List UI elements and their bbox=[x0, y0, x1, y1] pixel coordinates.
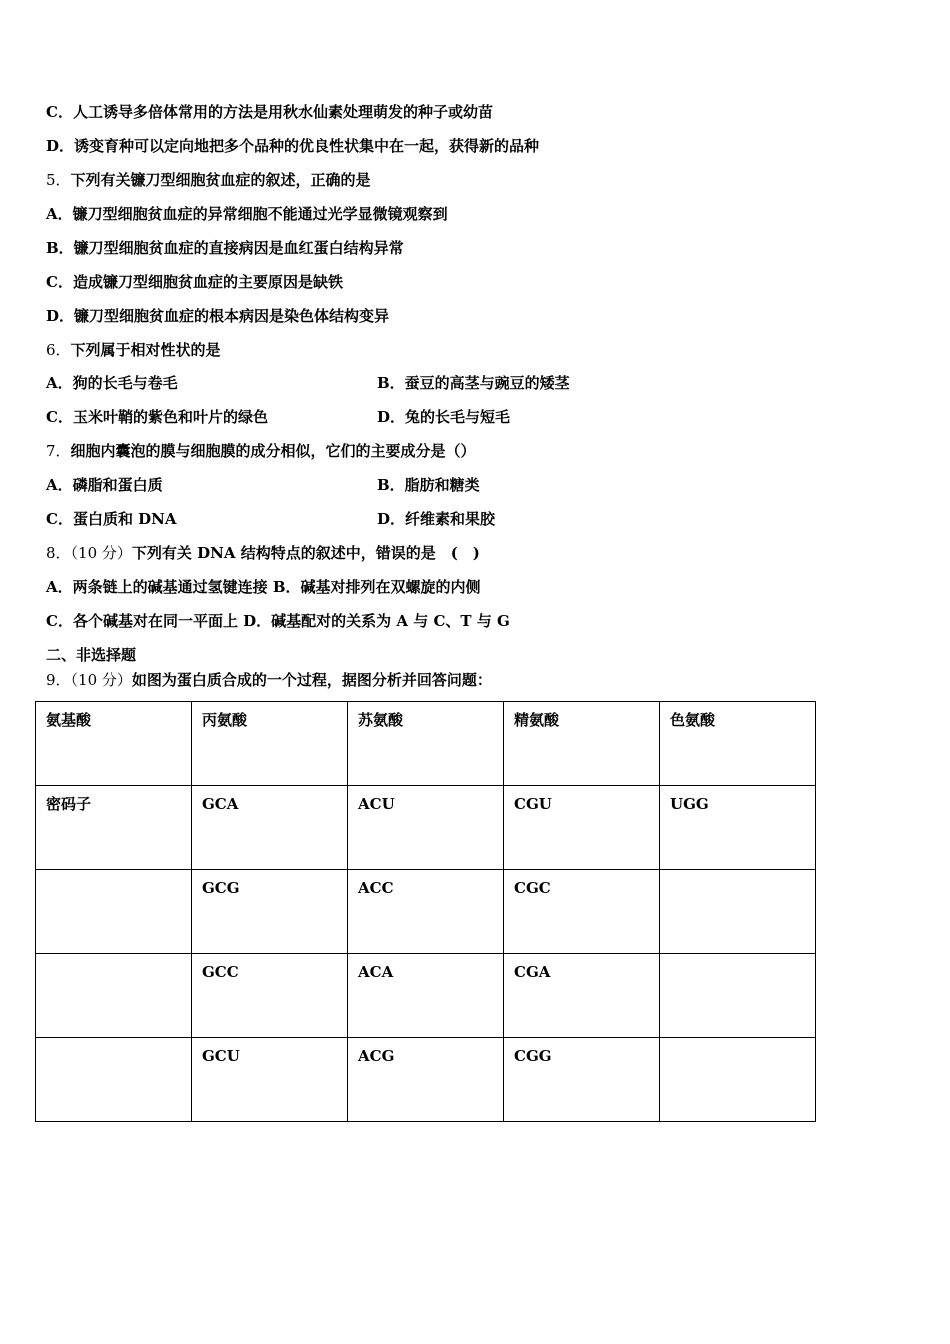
table-cell: GCC bbox=[192, 954, 348, 1038]
question-5-number: 5． bbox=[46, 171, 71, 189]
table-cell: CGG bbox=[504, 1038, 660, 1122]
question-6-text: 下列属于相对性状的是 bbox=[70, 341, 221, 359]
question-8-text: 下列有关 DNA 结构特点的叙述中，错误的是 ( ) bbox=[131, 544, 480, 562]
q7-option-a: A．磷脂和蛋白质 bbox=[46, 476, 163, 494]
question-9 bbox=[46, 670, 492, 690]
question-5-text: 下列有关镰刀型细胞贫血症的叙述，正确的是 bbox=[70, 171, 371, 189]
q5-option-d: D．镰刀型细胞贫血症的根本病因是染色体结构变异 bbox=[46, 307, 390, 325]
table-cell: 色氨酸 bbox=[660, 702, 816, 786]
table-row bbox=[36, 786, 816, 870]
table-cell bbox=[36, 870, 192, 954]
table-cell: CGC bbox=[504, 870, 660, 954]
table-cell: ACA bbox=[348, 954, 504, 1038]
q6-option-c: C．玉米叶鞘的紫色和叶片的绿色 bbox=[46, 408, 268, 426]
table-cell: 精氨酸 bbox=[504, 702, 660, 786]
q7-option-d: D．纤维素和果胶 bbox=[377, 510, 496, 528]
table-row bbox=[36, 702, 816, 786]
table-cell: ACG bbox=[348, 1038, 504, 1122]
question-8-number: 8．（10 分） bbox=[46, 544, 132, 562]
table-cell bbox=[660, 1038, 816, 1122]
table-cell: UGG bbox=[660, 786, 816, 870]
q5-option-c: C．造成镰刀型细胞贫血症的主要原因是缺铁 bbox=[46, 273, 343, 291]
section-heading: 二、非选择题 bbox=[46, 646, 137, 664]
table-cell: 氨基酸 bbox=[36, 702, 192, 786]
q8-options-cd: C．各个碱基对在同一平面上 D．碱基配对的关系为 A 与 C、T 与 G bbox=[46, 612, 510, 630]
question-9-number: 9．（10 分） bbox=[46, 671, 132, 689]
table-cell: GCA bbox=[192, 786, 348, 870]
q4-option-d: D．诱变育种可以定向地把多个品种的优良性状集中在一起，获得新的品种 bbox=[46, 137, 540, 155]
table-cell: GCU bbox=[192, 1038, 348, 1122]
question-6-number: 6． bbox=[46, 341, 71, 359]
q6-option-a: A．狗的长毛与卷毛 bbox=[46, 374, 178, 392]
question-8 bbox=[46, 543, 480, 563]
question-6 bbox=[46, 340, 221, 360]
table-cell: 丙氨酸 bbox=[192, 702, 348, 786]
table-cell bbox=[36, 954, 192, 1038]
table-cell: 密码子 bbox=[36, 786, 192, 870]
table-cell: ACU bbox=[348, 786, 504, 870]
table-cell: CGA bbox=[504, 954, 660, 1038]
question-7-number: 7． bbox=[46, 442, 71, 460]
table-cell: ACC bbox=[348, 870, 504, 954]
table-row bbox=[36, 870, 816, 954]
q4-option-c: C．人工诱导多倍体常用的方法是用秋水仙素处理萌发的种子或幼苗 bbox=[46, 103, 493, 121]
question-9-text: 如图为蛋白质合成的一个过程，据图分析并回答问题： bbox=[131, 671, 492, 689]
table-cell: CGU bbox=[504, 786, 660, 870]
table-cell bbox=[660, 870, 816, 954]
table-row bbox=[36, 954, 816, 1038]
q6-option-b: B．蚕豆的高茎与豌豆的矮茎 bbox=[377, 374, 570, 392]
q7-option-b: B．脂肪和糖类 bbox=[377, 476, 480, 494]
table-cell bbox=[36, 1038, 192, 1122]
question-7 bbox=[46, 441, 476, 461]
q6-option-d: D．兔的长毛与短毛 bbox=[377, 408, 511, 426]
table-cell: GCG bbox=[192, 870, 348, 954]
q7-option-c: C．蛋白质和 DNA bbox=[46, 510, 177, 528]
table-cell bbox=[660, 954, 816, 1038]
question-7-text: 细胞内囊泡的膜与细胞膜的成分相似，它们的主要成分是（） bbox=[70, 442, 476, 460]
question-5 bbox=[46, 170, 371, 190]
table-row bbox=[36, 1038, 816, 1122]
q5-option-b: B．镰刀型细胞贫血症的直接病因是血红蛋白结构异常 bbox=[46, 239, 404, 257]
codon-table bbox=[35, 701, 816, 1122]
q8-options-ab: A．两条链上的碱基通过氢键连接 B．碱基对排列在双螺旋的内侧 bbox=[46, 578, 481, 596]
table-cell: 苏氨酸 bbox=[348, 702, 504, 786]
q5-option-a: A．镰刀型细胞贫血症的异常细胞不能通过光学显微镜观察到 bbox=[46, 205, 448, 223]
